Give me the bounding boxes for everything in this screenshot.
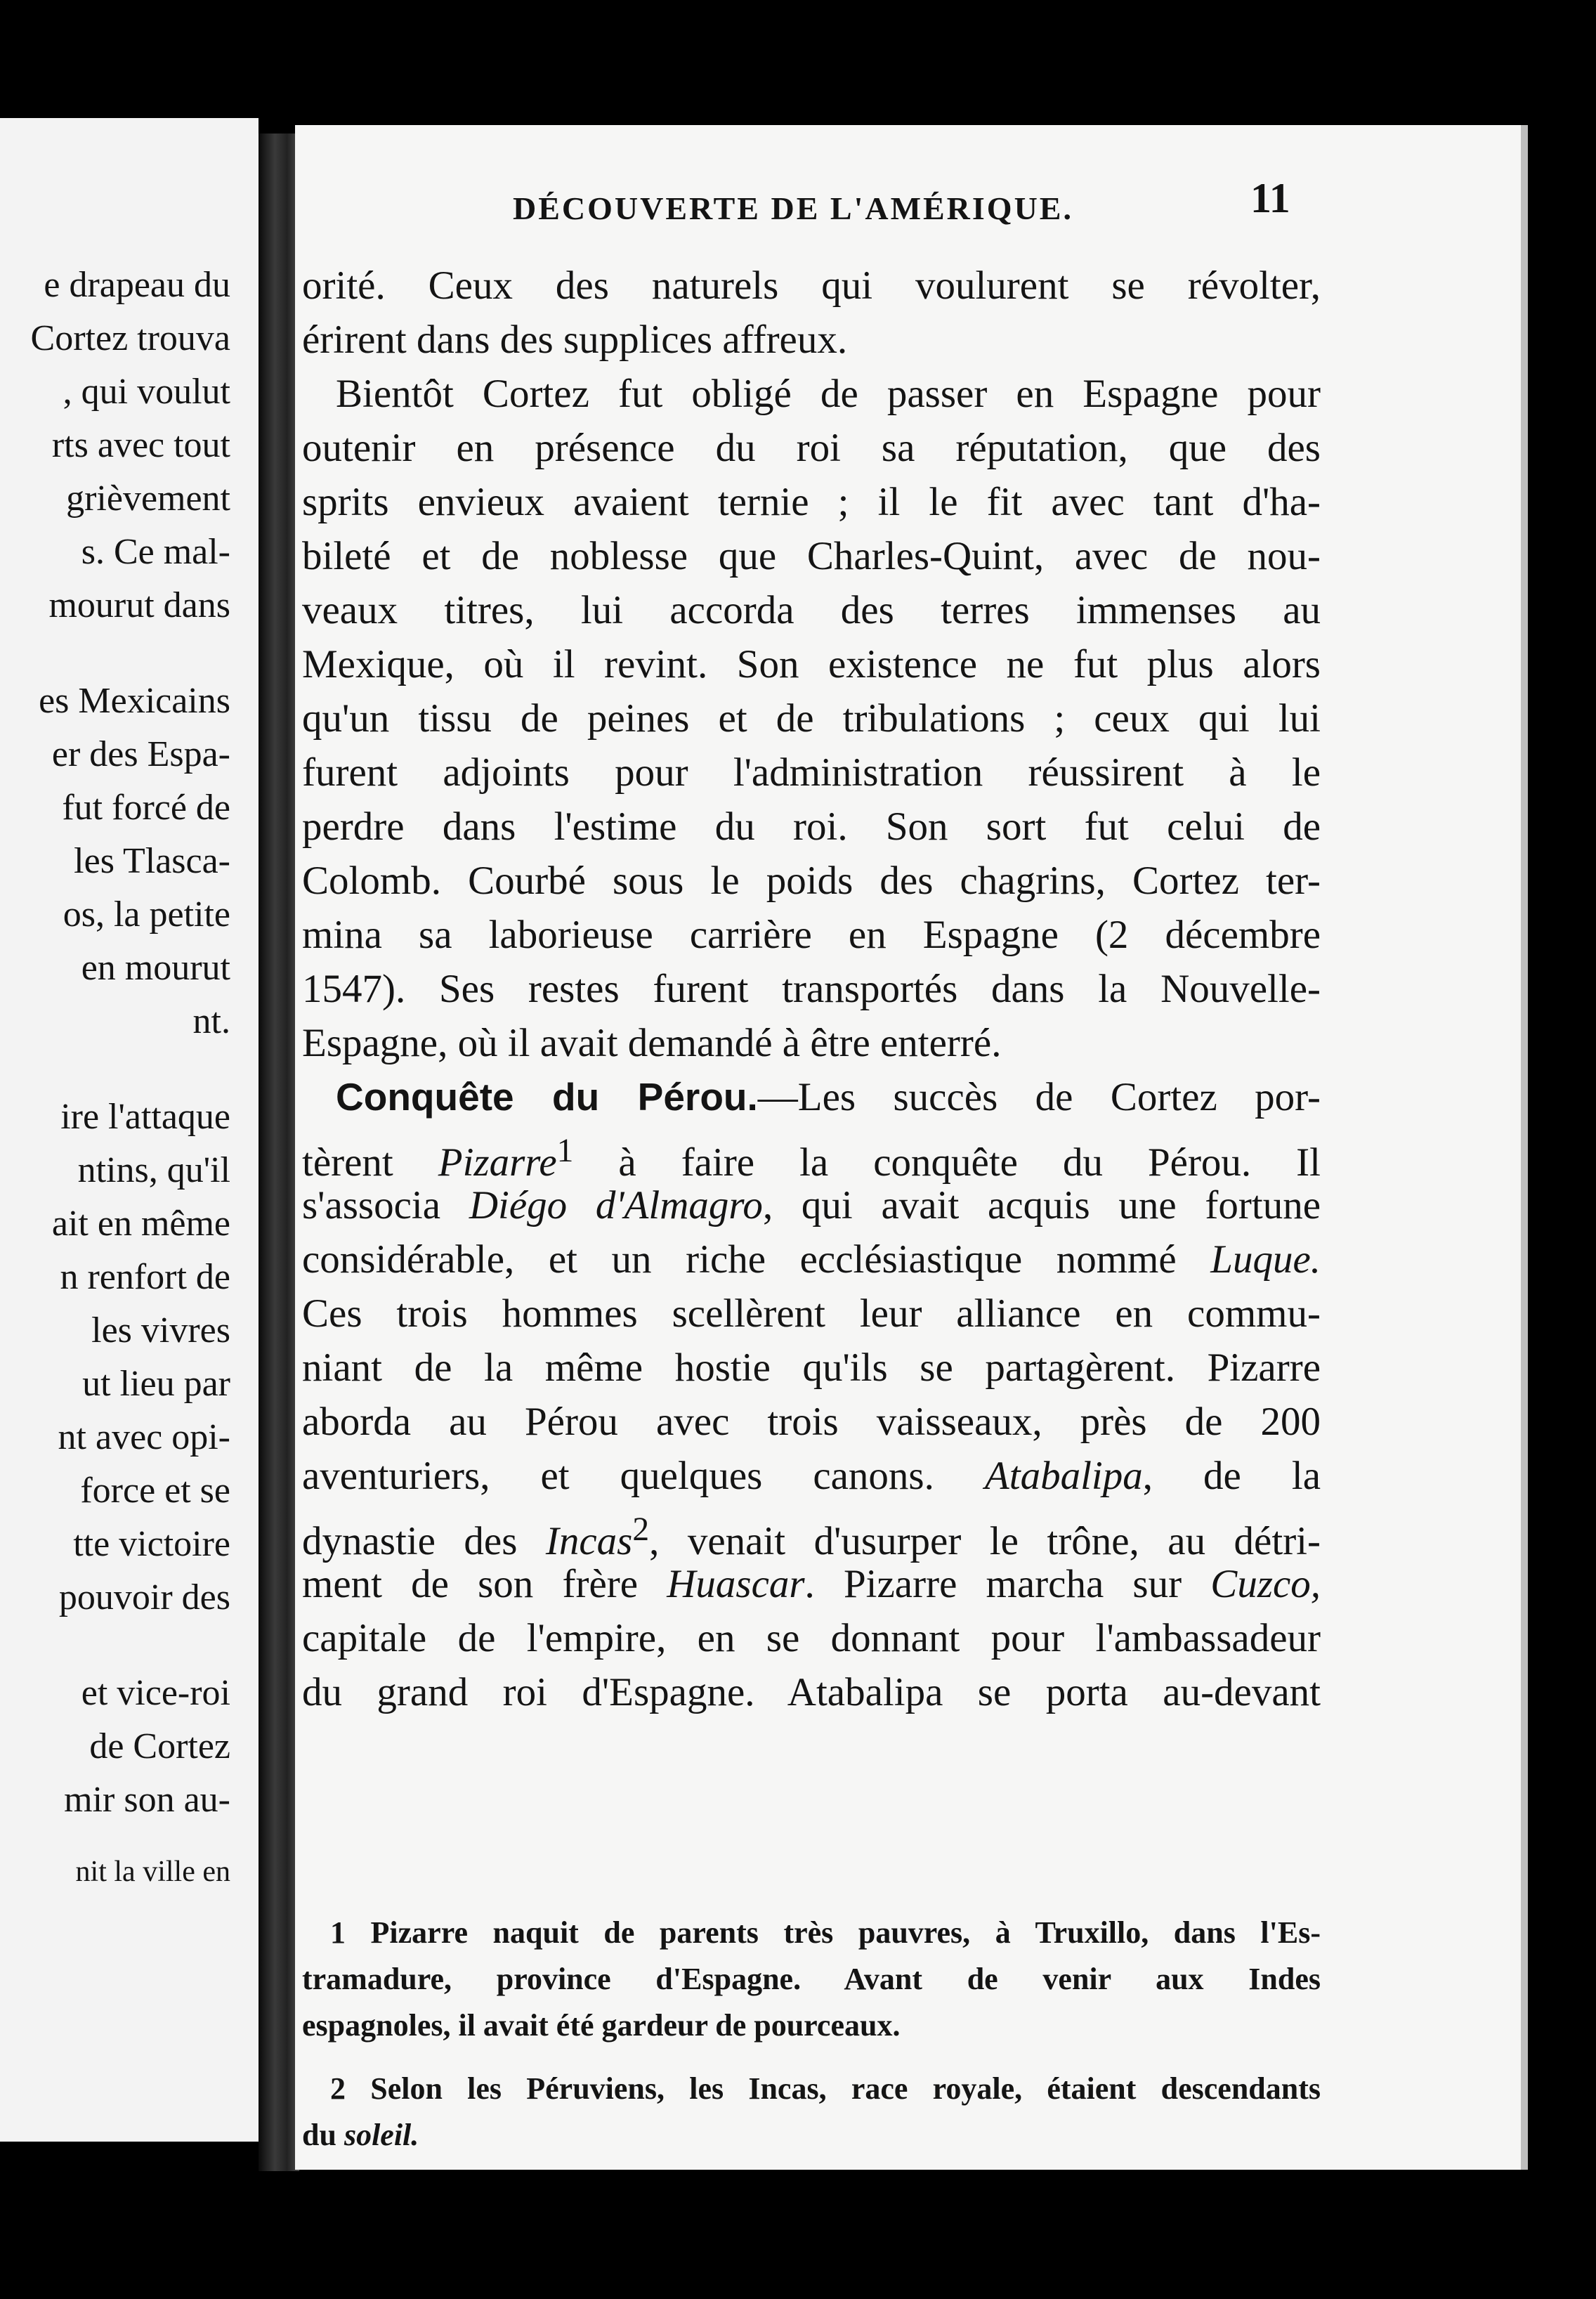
previous-page-line: e drapeau du	[44, 265, 230, 305]
text-line	[302, 1503, 1321, 1563]
text-line: mina sa laborieuse carrière en Espagne (2 décembre	[302, 913, 1321, 957]
text-line: niant de la même hostie qu'ils se partagèrent. Pizarre	[302, 1346, 1321, 1390]
text-line: qu'un tissu de peines et de tribulations ; ceux qui lui	[302, 696, 1321, 741]
text-line: érirent dans des supplices affreux.	[302, 318, 848, 362]
section-heading-line	[302, 1070, 1321, 1124]
person-name: Huascar	[667, 1562, 805, 1606]
footnote-line	[302, 2112, 1321, 2158]
previous-page-line: nt.	[192, 1001, 230, 1041]
footnote-line: espagnoles, il avait été gardeur de pourceaux.	[302, 2008, 901, 2043]
footnote-ref: 2	[632, 1511, 650, 1548]
previous-page-line: ait en même	[51, 1204, 230, 1244]
text-line: bileté et de noblesse que Charles-Quint, avec de nou-	[302, 534, 1321, 578]
previous-page-line: nt avec opi-	[58, 1417, 230, 1457]
previous-page-line: et vice-roi	[81, 1673, 230, 1713]
previous-page-line: rts avec tout	[51, 425, 230, 465]
text-line: perdre dans l'estime du roi. Son sort fut celui de	[302, 805, 1321, 849]
person-name: Pizarre	[438, 1140, 557, 1185]
previous-page-line: Cortez trouva	[30, 318, 230, 358]
text-line: veaux titres, lui accorda des terres immenses au	[302, 588, 1321, 632]
person-name: Luque.	[1210, 1237, 1321, 1282]
text-line: Espagne, où il avait demandé à être enterré.	[302, 1021, 1002, 1065]
previous-page-line: s. Ce mal-	[81, 532, 230, 572]
body-text	[302, 259, 1321, 1719]
text-line	[302, 1178, 1321, 1232]
text-run: , venait d'usurper le trône, au détri-	[649, 1519, 1321, 1563]
footnote-line: 1 Pizarre naquit de parents très pauvres, à Truxillo, dans l'Es-	[330, 1915, 1321, 1950]
previous-page-line: fut forcé de	[62, 788, 230, 828]
text-run: à faire la conquête du Pérou. Il	[618, 1140, 1321, 1185]
text-line: sprits envieux avaient ternie ; il le fit avec tant d'ha-	[302, 480, 1321, 524]
footnote-line: 2 Selon les Péruviens, les Incas, race royale, étaient descendants	[330, 2071, 1321, 2106]
previous-page-line: os, la petite	[63, 894, 230, 934]
text-run: , qui avait acquis une fortune	[762, 1183, 1321, 1227]
text-line: Mexique, où il revint. Son existence ne fut plus alors	[302, 642, 1321, 686]
person-name: Atabalipa	[984, 1454, 1143, 1498]
footnote-line: tramadure, province d'Espagne. Avant de venir aux Indes	[302, 1962, 1321, 1996]
text-run: —Les succès de Cortez por-	[757, 1075, 1321, 1119]
place-name: Cuzco,	[1210, 1562, 1321, 1606]
previous-page-line: tte victoire	[73, 1524, 230, 1564]
page-header	[295, 174, 1521, 237]
previous-page-text	[0, 259, 230, 1899]
footnote-italic: soleil.	[344, 2118, 419, 2152]
previous-page-footnote-line: nit la ville en	[75, 1856, 230, 1888]
text-run: aventuriers, et quelques canons.	[302, 1454, 934, 1498]
person-name: Diégo d'Almagro	[469, 1183, 763, 1227]
text-line: furent adjoints pour l'administration réussirent à le	[302, 750, 1321, 795]
previous-page-line: les vivres	[91, 1310, 230, 1350]
current-page	[295, 125, 1521, 2170]
page-edge	[1521, 125, 1528, 2170]
previous-page-line: en mourut	[81, 948, 230, 988]
text-line: outenir en présence du roi sa réputation, que des	[302, 426, 1321, 470]
text-run: , de la	[1142, 1454, 1321, 1498]
previous-page-line: ntins, qu'il	[77, 1150, 230, 1190]
book-gutter	[259, 133, 299, 2171]
previous-page-line: les Tlasca-	[74, 841, 230, 881]
text-line	[302, 1232, 1321, 1287]
previous-page-line: , qui voulut	[63, 372, 230, 412]
section-heading: Conquête du Pérou.	[336, 1075, 758, 1119]
previous-page-line: de Cortez	[89, 1726, 230, 1766]
page-number: 11	[1250, 175, 1290, 221]
text-line: capitale de l'empire, en se donnant pour l'ambassadeur	[302, 1616, 1321, 1660]
text-line: aborda au Pérou avec trois vaisseaux, près de 200	[302, 1400, 1321, 1444]
text-line: Colomb. Courbé sous le poids des chagrins, Cortez ter-	[302, 859, 1321, 903]
previous-page-line: es Mexicains	[39, 681, 230, 721]
text-run: tèrent	[302, 1140, 393, 1185]
text-line	[302, 1557, 1321, 1611]
text-run: ment de son frère	[302, 1562, 639, 1606]
previous-page-line: grièvement	[66, 478, 230, 519]
text-line: du grand roi d'Espagne. Atabalipa se porta au-devant	[302, 1670, 1321, 1714]
footnotes	[302, 1910, 1321, 2158]
previous-page-line: er des Espa-	[51, 734, 230, 774]
text-line: 1547). Ses restes furent transportés dans la Nouvelle-	[302, 967, 1321, 1011]
text-run: du	[302, 2118, 336, 2152]
text-run: s'associa	[302, 1183, 441, 1227]
text-run: . Pizarre marcha sur	[804, 1562, 1182, 1606]
previous-page-line: mourut dans	[48, 585, 230, 625]
text-line: orité. Ceux des naturels qui voulurent se révolter,	[302, 263, 1321, 308]
text-line	[302, 1124, 1321, 1185]
text-line: Bientôt Cortez fut obligé de passer en Espagne pour	[336, 372, 1321, 416]
running-head: DÉCOUVERTE DE L'AMÉRIQUE.	[513, 190, 1073, 226]
previous-page-line: ire l'attaque	[60, 1097, 230, 1137]
text-line	[302, 1449, 1321, 1503]
previous-page-line: n renfort de	[60, 1257, 230, 1297]
previous-page-line: mir son au-	[64, 1780, 230, 1820]
text-run: dynastie des	[302, 1519, 518, 1563]
footnote-ref: 1	[556, 1133, 574, 1169]
dynasty-name: Incas	[545, 1519, 633, 1563]
previous-page-line: ut lieu par	[82, 1364, 230, 1404]
text-line: Ces trois hommes scellèrent leur alliance en commu-	[302, 1291, 1321, 1336]
previous-page-line: pouvoir des	[58, 1577, 230, 1617]
text-run: considérable, et un riche ecclésiastique nommé	[302, 1237, 1177, 1282]
previous-page	[0, 118, 259, 2142]
previous-page-line: force et se	[80, 1471, 230, 1511]
